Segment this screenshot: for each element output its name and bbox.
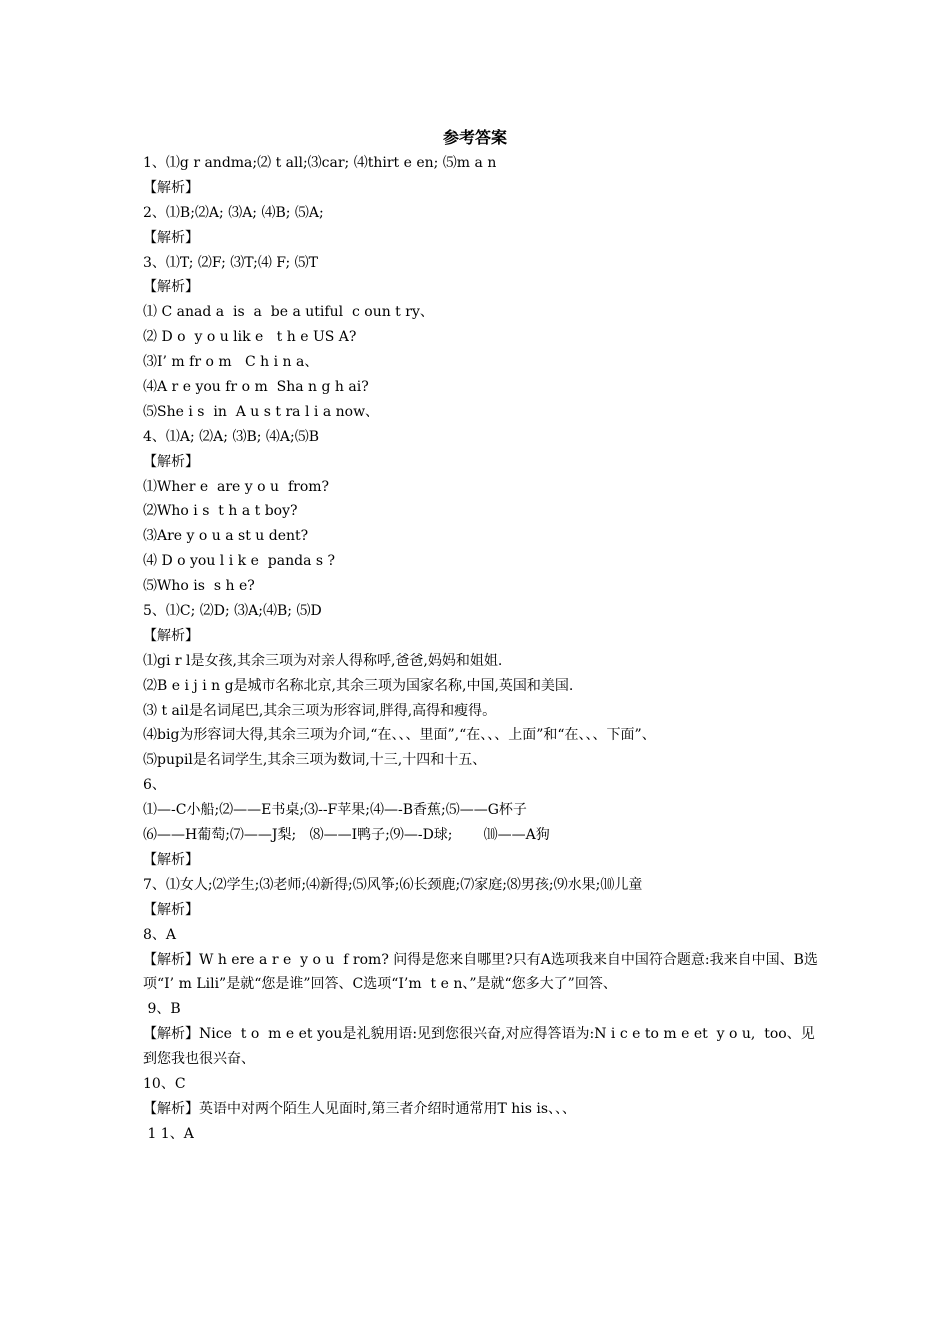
analysis-label: 【解析】 xyxy=(143,279,199,296)
answer-line: 1、⑴g r andma;⑵ t all;⑶car; ⑷thirt e en; ⑸m a n xyxy=(143,155,497,171)
analysis-label: 【解析】 xyxy=(143,453,199,470)
answer-line: 7、⑴女人;⑵学生;⑶老师;⑷新得;⑸风筝;⑹长颈鹿;⑺家庭;⑻男孩;⑼水果;⑽儿童 xyxy=(143,876,643,893)
answer-line: ⑵Who i s t h a t boy? xyxy=(143,503,298,520)
answer-line: ⑴Wher e are y o u from? xyxy=(143,478,330,495)
analysis-label: 【解析】 xyxy=(143,179,199,196)
analysis-paragraph: 【解析】英语中对两个陌生人见面时,第三者介绍时通常用T his is、、、 xyxy=(143,1100,577,1117)
answer-line: ⑴gi r l是女孩,其余三项为对亲人得称呼,爸爸,妈妈和姐姐. xyxy=(143,652,503,669)
answer-line: ⑸pupil是名词学生,其余三项为数词,十三,十四和十五、 xyxy=(143,752,487,769)
answer-line: ⑸Who is s h e? xyxy=(143,578,255,595)
answer-content xyxy=(143,151,823,1147)
answer-line: 2、⑴B;⑵A; ⑶A; ⑷B; ⑸A; xyxy=(143,204,324,221)
analysis-label: 【解析】 xyxy=(143,901,199,918)
answer-line: ⑶ t ail是名词尾巴,其余三项为形容词,胖得,高得和瘦得。 xyxy=(143,702,497,719)
answer-line: ⑷ D o you l i k e panda s ? xyxy=(143,553,336,570)
answer-line: 10、C xyxy=(143,1076,186,1093)
analysis-label: 【解析】 xyxy=(143,627,199,644)
answer-line: 6、 xyxy=(143,777,166,794)
page-title: 参考答案 xyxy=(442,128,507,147)
analysis-label: 【解析】 xyxy=(143,229,199,246)
answer-line: ⑴—-C小船;⑵——E书桌;⑶--F苹果;⑷—-B香蕉;⑸——G杯子 xyxy=(143,802,527,819)
answer-line: ⑶I’ m fr o m C h i n a、 xyxy=(143,354,319,371)
answer-line: ⑷A r e you fr o m Sha n g h ai? xyxy=(143,379,369,396)
answer-line: ⑵ D o y o u lik e t h e US A? xyxy=(143,329,357,346)
answer-line: 4、⑴A; ⑵A; ⑶B; ⑷A;⑸B xyxy=(143,428,320,445)
answer-line: 3、⑴T; ⑵F; ⑶T;⑷ F; ⑸T xyxy=(143,254,319,271)
analysis-label: 【解析】 xyxy=(143,851,199,868)
analysis-paragraph: 【解析】Nice t o m e et you是礼貌用语:见到您很兴奋,对应得答语为:N i c e to m e et y o u, too、见到您我也很兴奋、 xyxy=(143,1026,815,1068)
answer-line: ⑷big为形容词大得,其余三项为介词,“在、、、里面”,“在、、、上面”和“在、、、下面”、 xyxy=(143,727,656,744)
analysis-paragraph: 【解析】W h ere a r e y o u f rom? 问得是您来自哪里?只有A选项我来自中国符合题意:我来自中国、B选项“I’ m Lili”是就“您是谁”回答、C选项“I’m t e n、”是就“您多大了”回答、 xyxy=(143,951,818,993)
answer-line: ⑵B e i j i n g是城市名称北京,其余三项为国家名称,中国,英国和美国. xyxy=(143,677,574,694)
answer-line: 9、B xyxy=(143,1001,181,1018)
answer-line: ⑴ C anad a is a be a utiful c oun t ry、 xyxy=(143,304,434,321)
answer-line: 5、⑴C; ⑵D; ⑶A;⑷B; ⑸D xyxy=(143,603,322,620)
answer-line: ⑸She i s in A u s t ra l i a now、 xyxy=(143,403,380,420)
answer-line: 1 1、A xyxy=(143,1125,194,1142)
answer-line: ⑶Are y o u a st u dent? xyxy=(143,528,309,545)
answer-line: 8、A xyxy=(143,926,177,943)
answer-line: ⑹——H葡萄;⑺——J梨; ⑻——I鸭子;⑼—-D球; ⑽——A狗 xyxy=(143,827,550,844)
